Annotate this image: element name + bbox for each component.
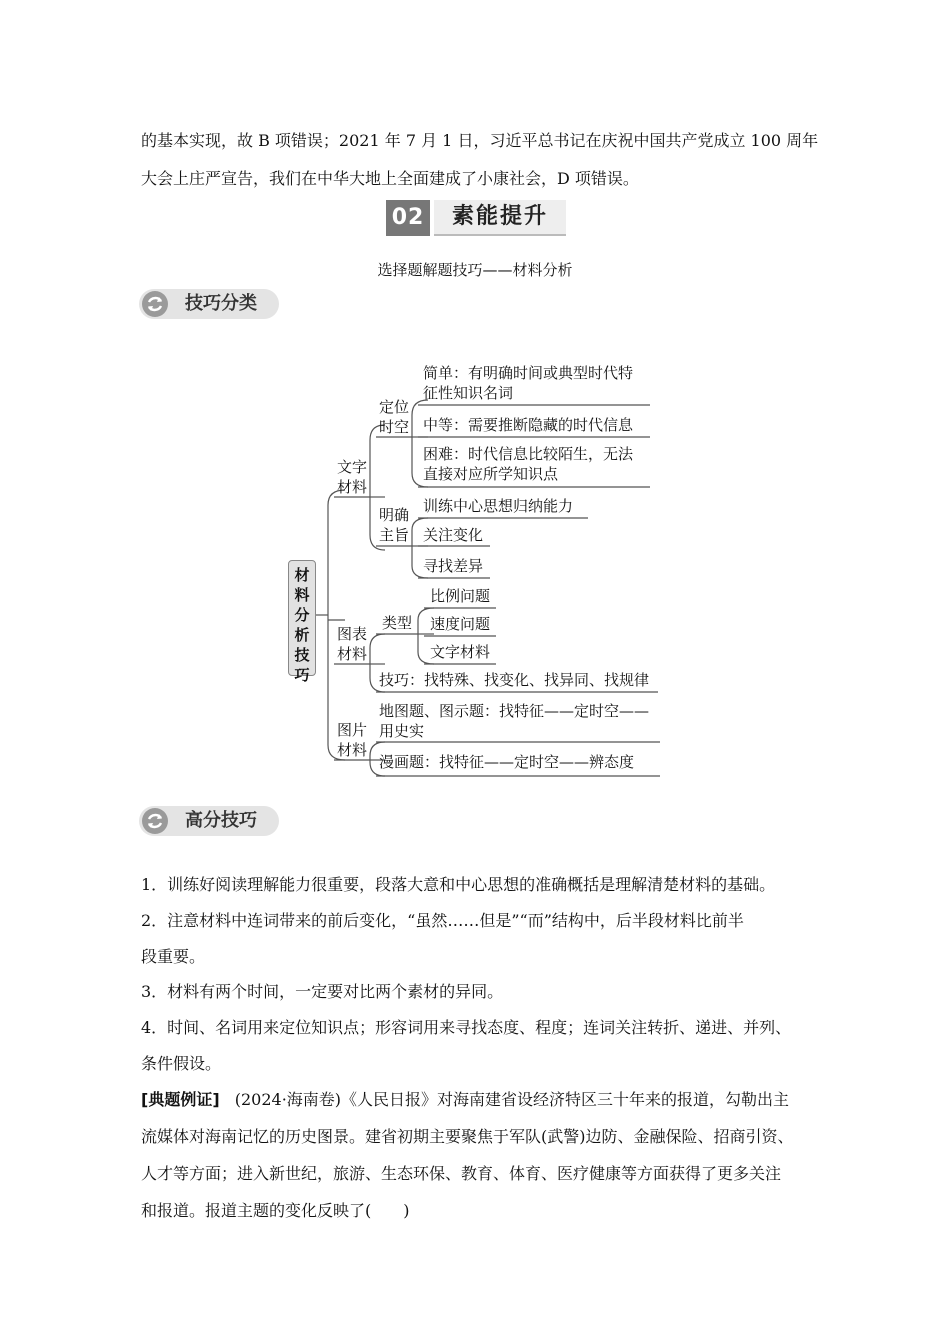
root-char: 分: [294, 606, 310, 624]
node-medium: 中等：需要推断隐藏的时代信息: [423, 416, 634, 434]
node-locate-time: 时空: [379, 418, 410, 436]
root-char: 技: [294, 646, 310, 664]
example-text: 《人民日报》对海南建省设经济特区三十年来的报道，勾勒出主: [341, 1090, 790, 1109]
section-heading-label: 高分技巧: [185, 810, 257, 831]
tip-item: 条件假设。: [141, 1054, 222, 1073]
example-line: 人才等方面；进入新世纪，旅游、生态环保、教育、体育、医疗健康等方面获得了更多关注: [141, 1164, 782, 1183]
banner-number: 02: [386, 200, 430, 236]
node-simple: 征性知识名词: [423, 384, 514, 402]
node-chart-skill: 技巧：找特殊、找变化、找异同、找规律: [379, 671, 650, 689]
node-theme-item: 寻找差异: [423, 557, 484, 575]
node-type-item: 比例问题: [430, 587, 491, 605]
node-type-item: 文字材料: [430, 643, 491, 661]
tip-item: 段重要。: [141, 947, 206, 966]
tip-item: 1．训练好阅读理解能力很重要，段落大意和中心思想的准确概括是理解清楚材料的基础。: [141, 875, 776, 894]
node-chart-material: 材料: [337, 645, 368, 663]
tip-item: 2．注意材料中连词带来的前后变化，“虽然……但是”“而”结构中，后半段材料比前半: [141, 911, 744, 930]
node-chart-material: 图表: [337, 625, 368, 643]
root-char: 料: [294, 586, 310, 604]
node-text-material: 材料: [337, 478, 368, 496]
tip-item: 4．时间、名词用来定位知识点；形容词用来寻找态度、程度；连词关注转折、递进、并列、: [141, 1018, 792, 1037]
tip-item: 3．材料有两个时间，一定要对比两个素材的异同。: [141, 982, 504, 1001]
mindmap-root: [288, 560, 316, 684]
node-theme: 主旨: [379, 526, 410, 544]
example-source: (2024·海南卷): [234, 1090, 342, 1109]
node-picture-material: 图片: [337, 721, 368, 739]
example-line: 和报道。报道主题的变化反映了( ): [141, 1201, 410, 1220]
node-locate-time: 定位: [379, 398, 410, 416]
node-type-item: 速度问题: [430, 615, 491, 633]
example-line: [141, 1087, 789, 1110]
root-char: 巧: [294, 666, 310, 684]
section-heading-label: 技巧分类: [185, 293, 257, 314]
example-line: 流媒体对海南记忆的历史图景。建省初期主要聚焦于军队(武警)边防、金融保险、招商引资、: [141, 1127, 794, 1146]
node-theme-item: 训练中心思想归纳能力: [423, 497, 574, 515]
paragraph-line: 大会上庄严宣告，我们在中华大地上全面建成了小康社会，D 项错误。: [141, 169, 639, 188]
node-simple: 简单：有明确时间或典型时代特: [423, 364, 634, 382]
node-theme: 明确: [379, 506, 410, 524]
refresh-icon: [141, 807, 169, 835]
node-hard: 直接对应所学知识点: [423, 465, 559, 483]
node-map-question: 地图题、图示题：找特征——定时空——: [379, 702, 650, 720]
node-picture-material: 材料: [337, 741, 368, 759]
node-hard: 困难：时代信息比较陌生，无法: [423, 445, 634, 463]
node-types: 类型: [382, 614, 413, 632]
paragraph-line: 的基本实现，故 B 项错误；2021 年 7 月 1 日，习近平总书记在庆祝中国共产党成立 100 周年: [141, 131, 819, 150]
node-map-question: 用史实: [379, 722, 425, 740]
banner-title: 素能提升: [434, 200, 566, 236]
node-cartoon-question: 漫画题：找特征——定时空——辨态度: [379, 753, 635, 771]
root-char: 材: [294, 566, 310, 584]
section-heading-high-score: [139, 806, 279, 836]
example-tag: [典题例证]: [141, 1090, 220, 1109]
node-text-material: 文字: [337, 458, 368, 476]
page-subtitle: 选择题解题技巧——材料分析: [377, 261, 573, 279]
node-theme-item: 关注变化: [423, 526, 484, 544]
root-char: 析: [294, 626, 310, 644]
